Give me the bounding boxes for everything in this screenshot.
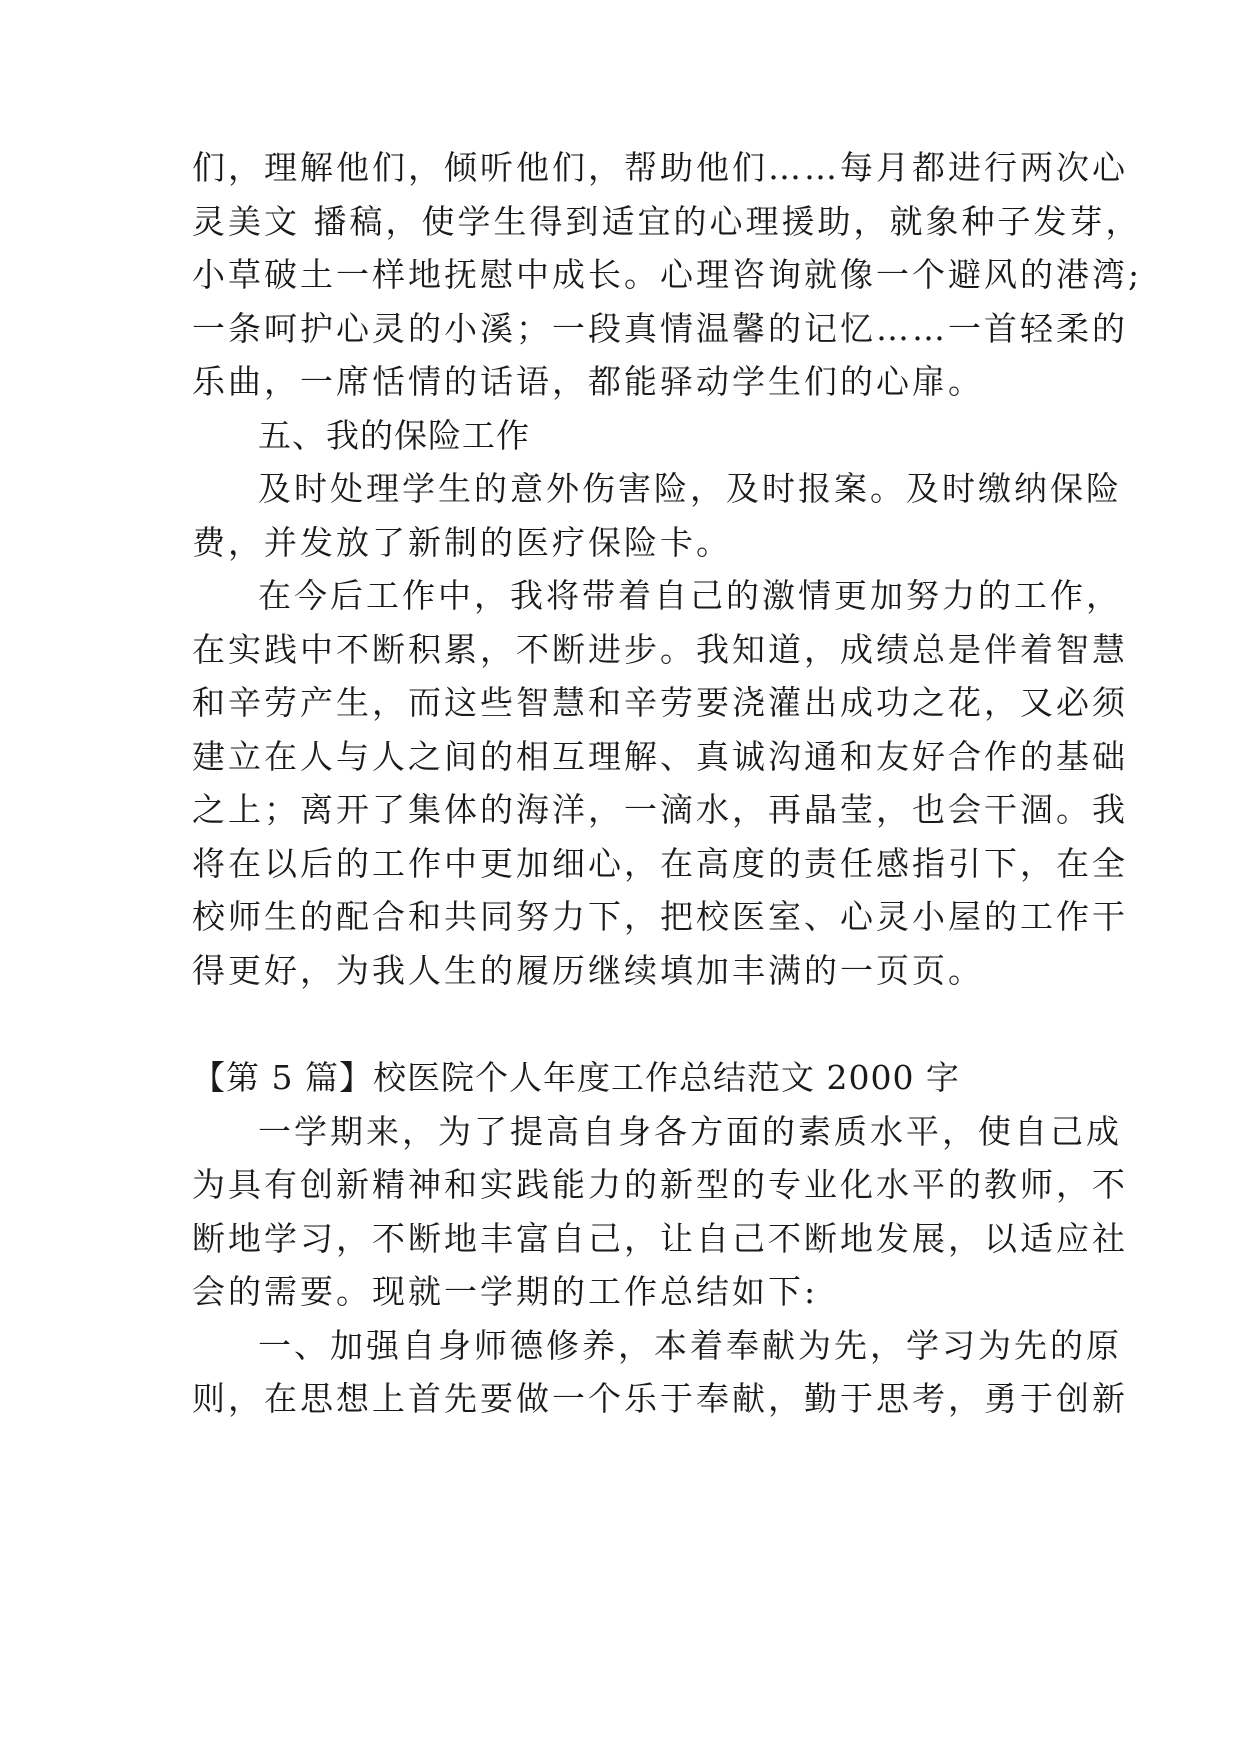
text-line: 得更好，为我人生的履历继续填加丰满的一页页。	[192, 951, 984, 990]
text-line: 会的需要。现就一学期的工作总结如下:	[192, 1272, 819, 1311]
text-line: 一学期来，为了提高自身各方面的素质水平，使自己成	[258, 1112, 1122, 1151]
text-line: 在实践中不断积累，不断进步。我知道，成绩总是伴着智慧	[192, 630, 1128, 669]
text-line: 为具有创新精神和实践能力的新型的专业化水平的教师，不	[192, 1165, 1128, 1204]
text-line: 建立在人与人之间的相互理解、真诚沟通和友好合作的基础	[192, 737, 1128, 776]
text-line: 及时处理学生的意外伤害险，及时报案。及时缴纳保险	[258, 469, 1122, 508]
text-line: 小草破土一样地抚慰中成长。心理咨询就像一个避风的港湾;	[192, 255, 1143, 294]
section-title: 【第 5 篇】校医院个人年度工作总结范文 2000 字	[192, 1058, 960, 1097]
text-line: 一条呵护心灵的小溪；一段真情温馨的记忆……一首轻柔的	[192, 309, 1128, 348]
text-line: 校师生的配合和共同努力下，把校医室、心灵小屋的工作干	[192, 897, 1128, 936]
text-line: 灵美文 播稿，使学生得到适宜的心理援助，就象种子发芽，	[192, 202, 1142, 241]
text-line: 们，理解他们，倾听他们，帮助他们……每月都进行两次心	[192, 148, 1128, 187]
section-subheading: 五、我的保险工作	[258, 416, 530, 455]
text-line: 则，在思想上首先要做一个乐于奉献，勤于思考，勇于创新	[192, 1379, 1128, 1418]
text-line: 断地学习，不断地丰富自己，让自己不断地发展，以适应社	[192, 1219, 1128, 1258]
text-line: 费，并发放了新制的医疗保险卡。	[192, 523, 732, 562]
text-line: 在今后工作中，我将带着自己的激情更加努力的工作，	[258, 576, 1122, 615]
text-line: 一、加强自身师德修养，本着奉献为先，学习为先的原	[258, 1326, 1122, 1365]
text-line: 之上；离开了集体的海洋，一滴水，再晶莹，也会干涸。我	[192, 790, 1128, 829]
text-line: 乐曲，一席恬情的话语，都能驿动学生们的心扉。	[192, 362, 984, 401]
text-line: 和辛劳产生，而这些智慧和辛劳要浇灌出成功之花，又必须	[192, 683, 1128, 722]
text-line: 将在以后的工作中更加细心，在高度的责任感指引下，在全	[192, 844, 1128, 883]
